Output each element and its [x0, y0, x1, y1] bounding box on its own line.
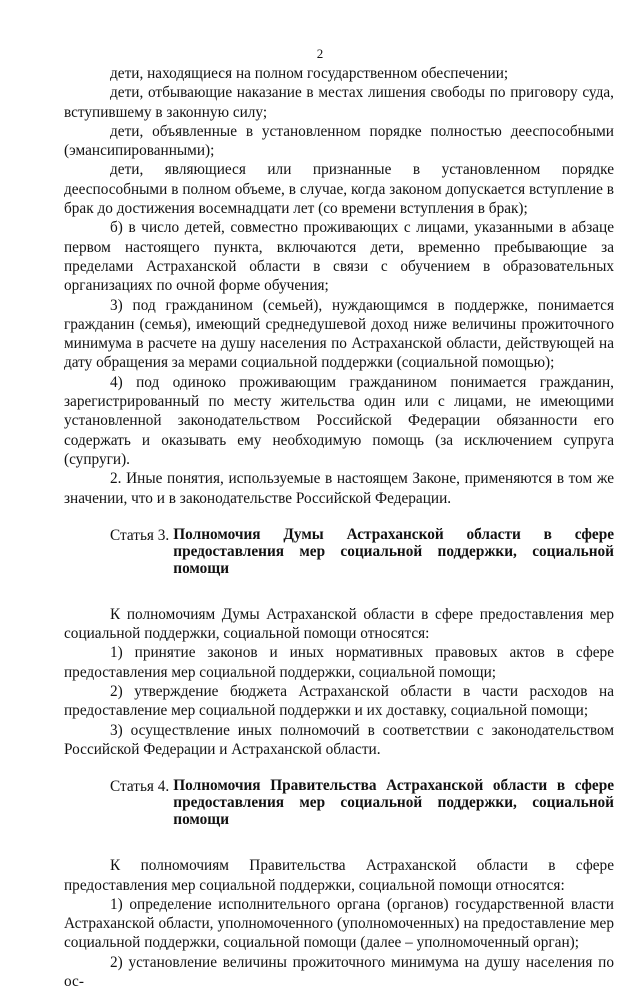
document-body: [64, 64, 614, 991]
article-3-label: Статья 3.: [110, 526, 170, 544]
article-4-title: Полномочия Правительства Астраханской области в сфере предоставления мер социальной поддержки, социальной помощи: [173, 777, 614, 829]
article-4-heading: [64, 777, 614, 828]
page-number: 2: [316, 46, 324, 61]
article-4-intro: К полномочиям Правительства Астраханской области в сфере предоставления мер социальной поддержки, социальной помощи относятся:: [64, 857, 614, 894]
paragraph: 4) под одиноко проживающим гражданином понимается гражданин, зарегистрированный по месту жительства один или с лицами, не имеющими установленной законодательством Российской Федерации обязанности его содержать и оказывать ему необходимую помощь (за исключением супруга (супруги).: [64, 373, 614, 468]
article-3-item: 1) принятие законов и иных нормативных правовых актов в сфере предоставления мер социальной поддержки, социальной помощи;: [64, 644, 614, 681]
article-3-item: 3) осуществление иных полномочий в соответствии с законодательством Российской Федерации и Астраханской области.: [64, 721, 614, 758]
article-4-item: 2) установление величины прожиточного минимума на душу населения по ос-: [64, 953, 614, 990]
article-3-title: Полномочия Думы Астраханской области в сфере предоставления мер социальной поддержки, социальной помощи: [173, 525, 614, 577]
paragraph: 2. Иные понятия, используемые в настоящем Законе, применяются в том же значении, что и в законодательстве Российской Федерации.: [64, 470, 614, 507]
paragraph: дети, находящиеся на полном государственном обеспечении;: [110, 65, 509, 82]
paragraph: дети, отбывающие наказание в местах лишения свободы по приговору суда, вступившему в законную силу;: [64, 84, 614, 121]
article-3-heading: [64, 526, 614, 577]
paragraph: 3) под гражданином (семьей), нуждающимся в поддержке, понимается гражданин (семья), имеющий среднедушевой доход ниже величины прожиточного минимума в расчете на душу населения по Астраханской области, действующей на дату обращения за мерами социальной поддержки (социальной помощью);: [64, 296, 614, 372]
paragraph: дети, являющиеся или признанные в установленном порядке дееспособными в полном объеме, в случае, когда законом допускается вступление в брак до достижения восемнадцати лет (со времени вступления в брак);: [64, 161, 614, 218]
paragraph: дети, объявленные в установленном порядке полностью дееспособными (эмансипированными);: [64, 122, 614, 160]
article-3-item: 2) утверждение бюджета Астраханской области в части расходов на предоставление мер социальной поддержки и их доставку, социальной помощи;: [64, 683, 614, 720]
article-4-item: 1) определение исполнительного органа (органов) государственной власти Астраханской области, уполномоченного (уполномоченных) на предоставление мер социальной поддержки, социальной помощи (далее – уполномоченный орган);: [64, 895, 614, 952]
paragraph: б) в число детей, совместно проживающих с лицами, указанными в абзаце первом настоящего пункта, включаются дети, временно пребывающие за пределами Астраханской области в связи с обучением в образовательных организациях по очной форме обучения;: [64, 219, 614, 295]
article-3-intro: К полномочиям Думы Астраханской области в сфере предоставления мер социальной поддержки, социальной помощи относятся:: [64, 605, 614, 643]
article-4-label: Статья 4.: [110, 778, 170, 796]
